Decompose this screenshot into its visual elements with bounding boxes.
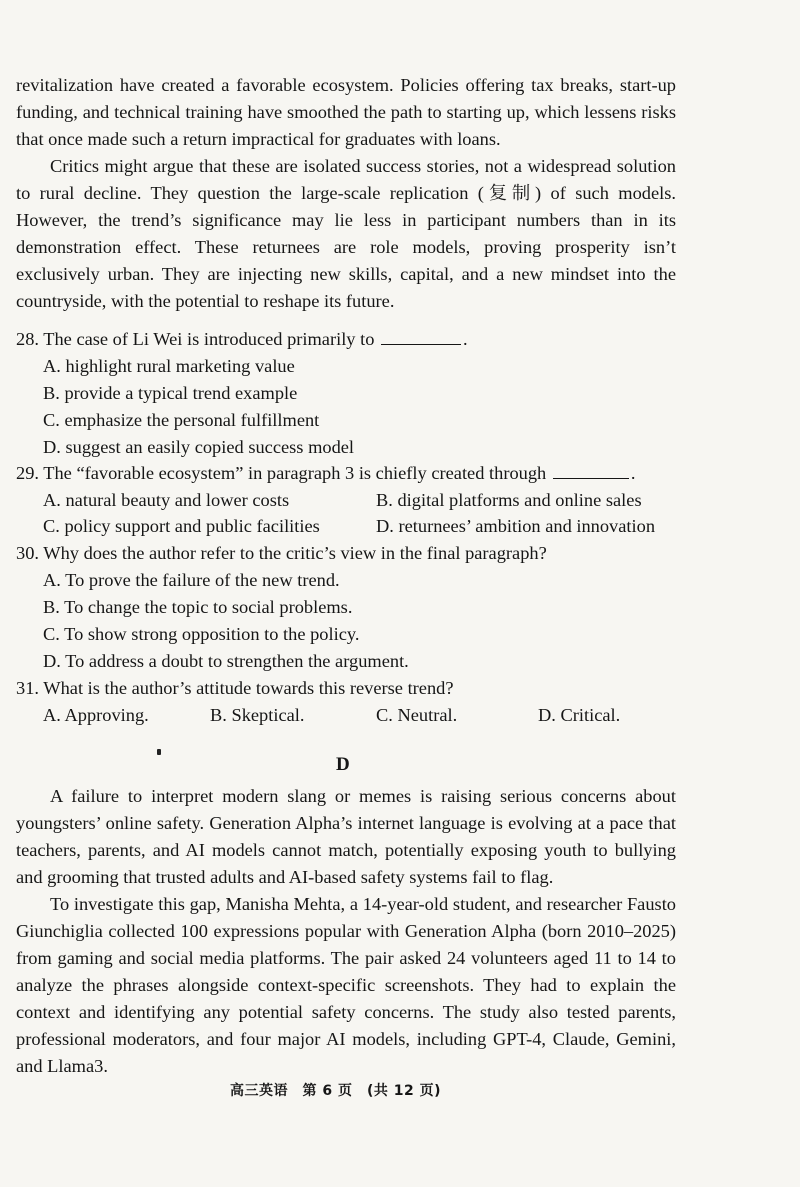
question-28-option-b: B. provide a typical trend example xyxy=(43,383,298,403)
question-29-stem xyxy=(16,460,635,487)
question-28-stem xyxy=(16,326,468,353)
question-31-stem: 31. What is the author’s attitude towards this reverse trend? xyxy=(16,678,454,698)
question-28-option-c: C. emphasize the personal fulfillment xyxy=(43,410,320,430)
question-31-option-a: A. Approving. xyxy=(43,705,149,725)
stray-mark xyxy=(157,749,161,755)
question-29-text: 29. The “favorable ecosystem” in paragraph 3 is chiefly created through xyxy=(16,463,547,483)
question-28-period: . xyxy=(463,329,468,349)
question-28-option-a: A. highlight rural marketing value xyxy=(43,356,295,376)
question-28-option-d: D. suggest an easily copied success model xyxy=(43,437,355,457)
question-29-option-a: A. natural beauty and lower costs xyxy=(43,490,290,510)
question-30-option-b: B. To change the topic to social problems. xyxy=(43,597,353,617)
question-30-stem: 30. Why does the author refer to the critic’s view in the final paragraph? xyxy=(16,543,547,563)
page-footer: 高三英语 第 6 页 (共 12 页) xyxy=(230,1083,442,1099)
question-30-option-c: C. To show strong opposition to the policy. xyxy=(43,624,360,644)
passage-c-paragraph-4: Critics might argue that these are isolated success stories, not a widespread solution to rural decline. They question the large-scale replication (复制) of such models. However, the trend’s significance may lie less in participant numbers than in its demonstration effect. These returnees are role models, proving prosperity isn’t exclusively urban. They are injecting new skills, capital, and a new mindset into the countryside, with the potential to reshape its future. xyxy=(16,156,676,311)
answer-blank xyxy=(381,326,461,345)
question-29-option-d: D. returnees’ ambition and innovation xyxy=(376,516,656,536)
section-d-title: D xyxy=(336,754,350,775)
question-31-option-c: C. Neutral. xyxy=(376,705,458,725)
question-31-option-d: D. Critical. xyxy=(538,705,621,725)
question-30-option-d: D. To address a doubt to strengthen the argument. xyxy=(43,651,409,671)
question-29-option-c: C. policy support and public facilities xyxy=(43,516,320,536)
passage-d-paragraph-1: A failure to interpret modern slang or memes is raising serious concerns about youngsters’ online safety. Generation Alpha’s internet language is evolving at a pace that teachers, parents, and AI models cannot match, potentially exposing youth to bullying and grooming that trusted adults and AI-based safety systems fail to flag. xyxy=(16,786,676,887)
question-31-option-b: B. Skeptical. xyxy=(210,705,305,725)
passage-d-paragraph-2: To investigate this gap, Manisha Mehta, a 14-year-old student, and researcher Fausto Giunchiglia collected 100 expressions popular with Generation Alpha (born 2010–2025) from gaming and social media platforms. The pair asked 24 volunteers aged 11 to 14 to analyze the phrases alongside context-specific screenshots. They had to explain the context and identifying any potential safety concerns. The study also tested parents, professional moderators, and four major AI models, including GPT-4, Claude, Gemini, and Llama3. xyxy=(16,894,676,1076)
question-30-option-a: A. To prove the failure of the new trend. xyxy=(43,570,340,590)
question-29-period: . xyxy=(630,463,636,483)
answer-blank xyxy=(553,460,629,479)
passage-c-paragraph-3-end: revitalization have created a favorable ecosystem. Policies offering tax breaks, start-up funding, and technical training have smoothed the path to starting up, which lessens risks that once made such a return impractical for graduates with loans. xyxy=(16,75,676,149)
question-29-option-b: B. digital platforms and online sales xyxy=(376,490,642,510)
question-28-text: 28. The case of Li Wei is introduced primarily to xyxy=(16,329,375,349)
